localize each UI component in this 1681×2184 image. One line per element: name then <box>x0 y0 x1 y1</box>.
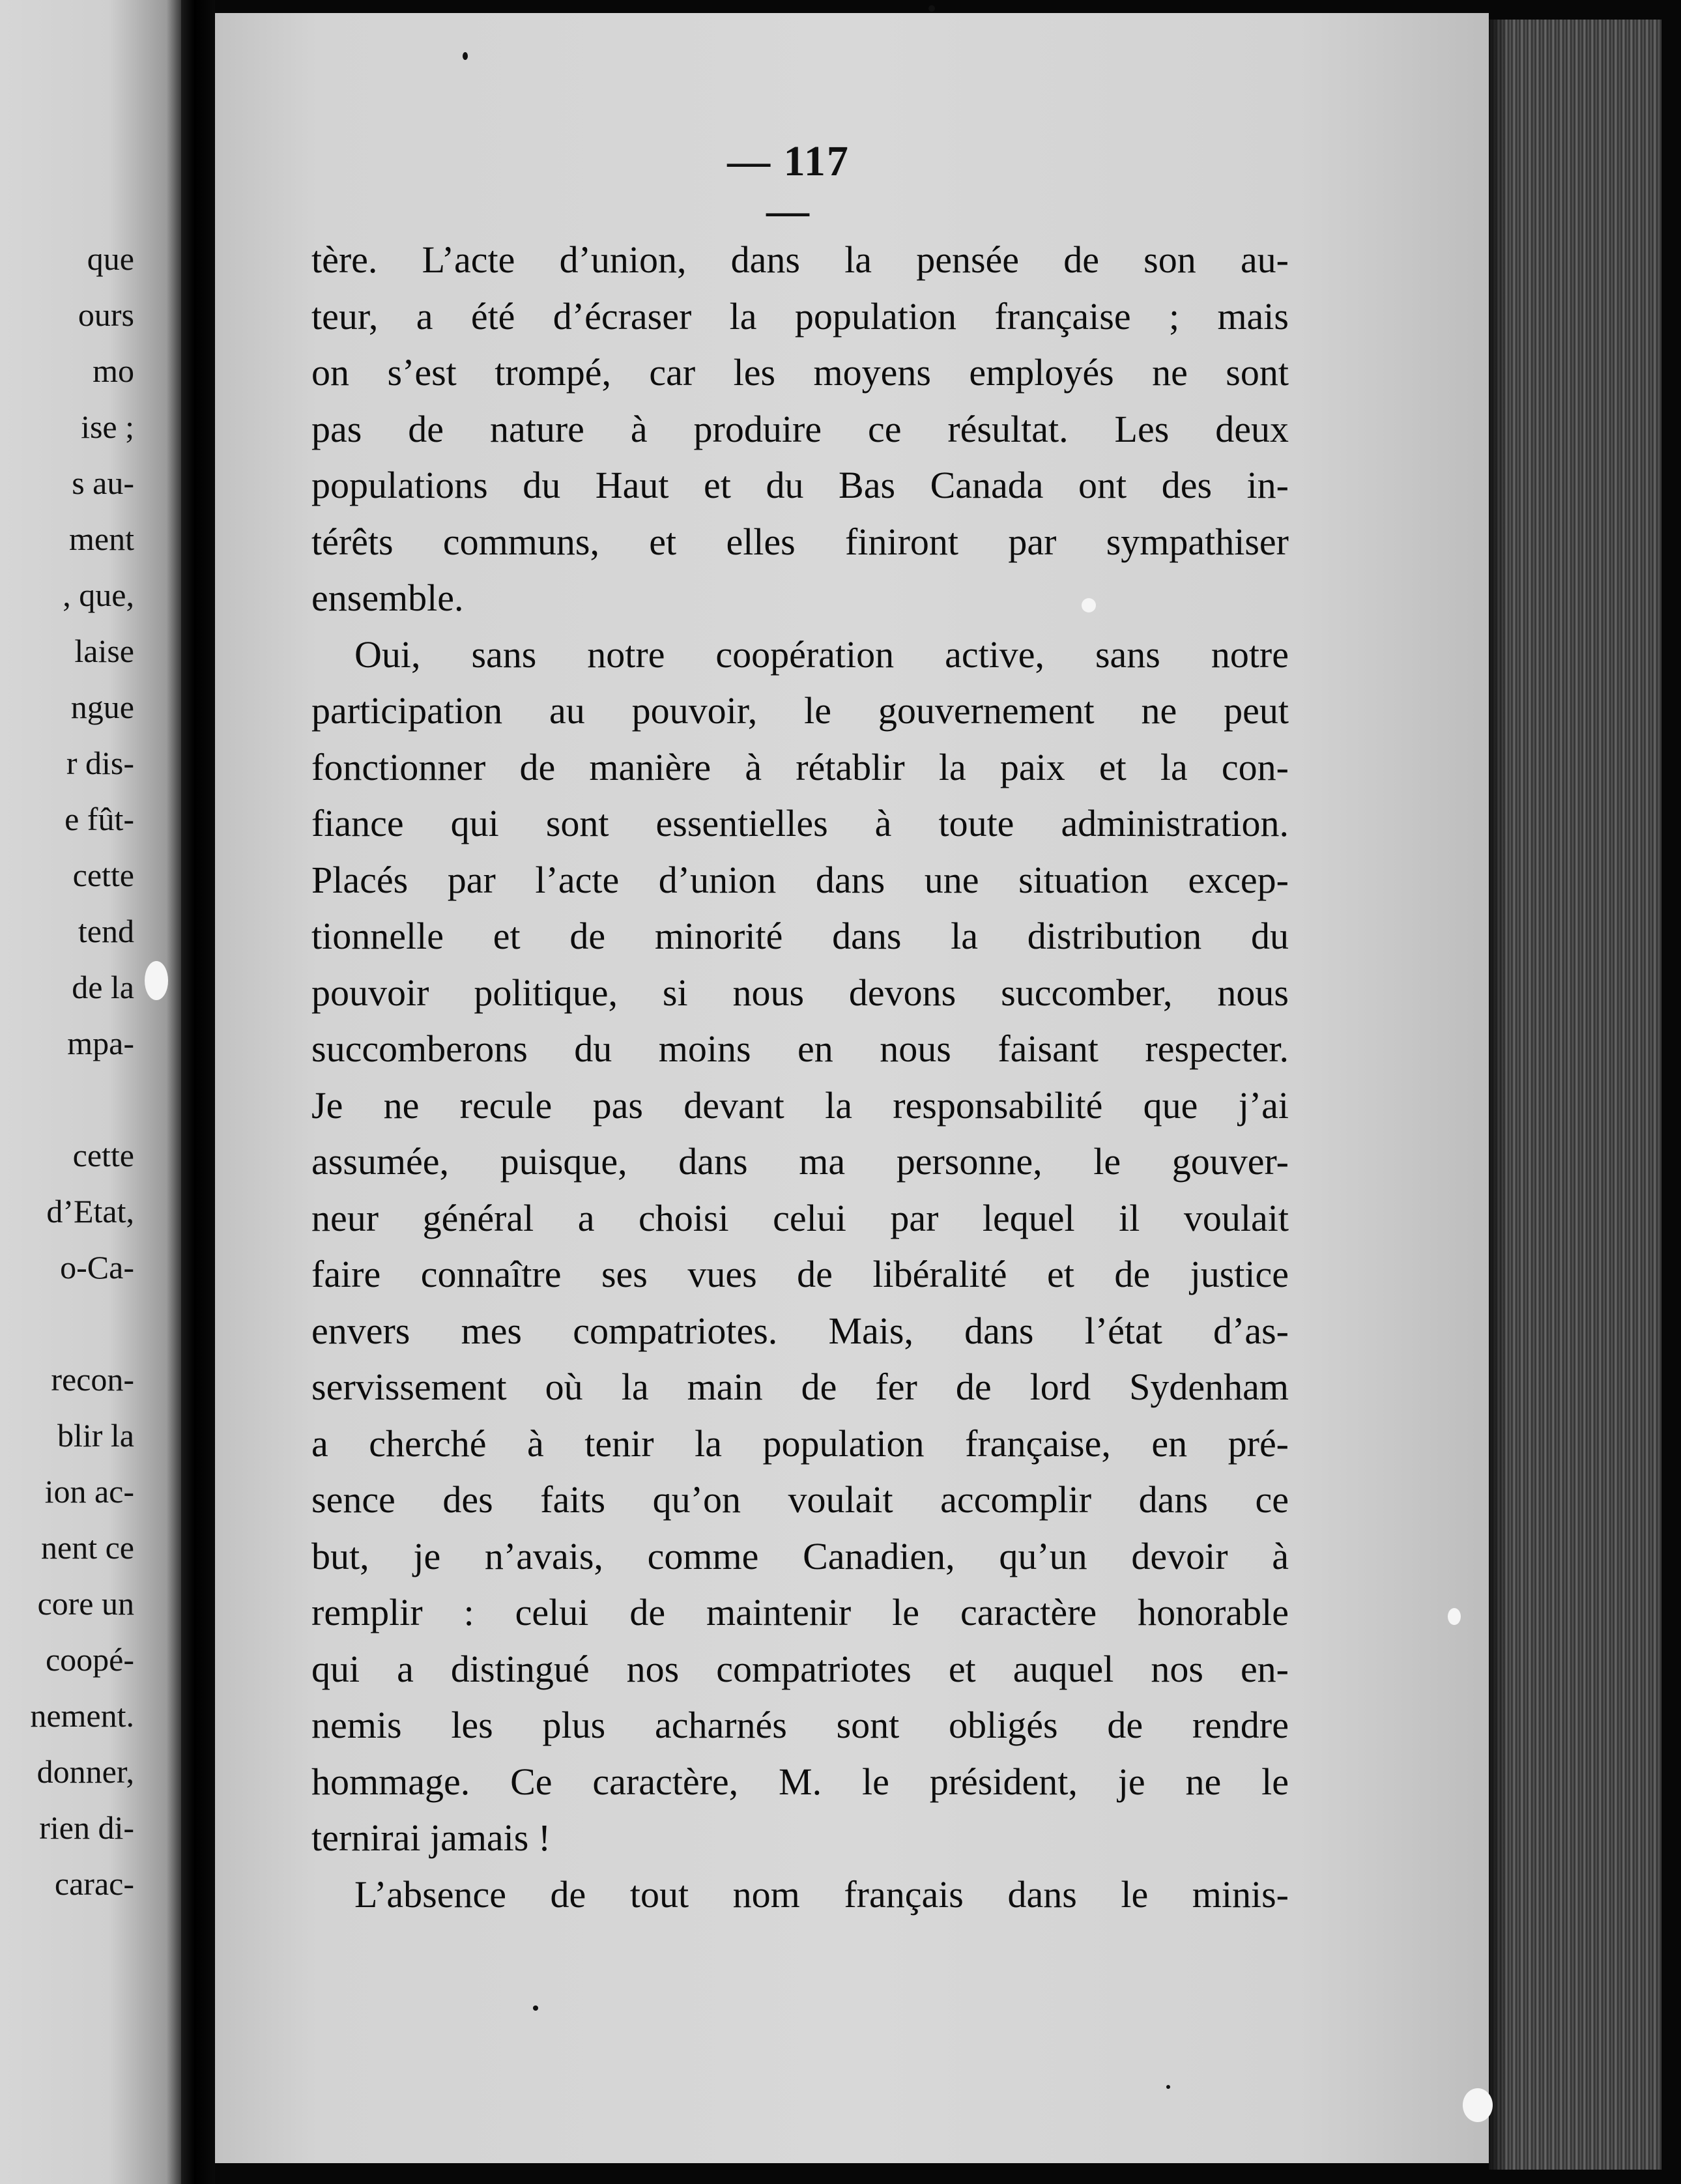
fragment-line: mpa- <box>67 1025 134 1061</box>
text-line: on s’est trompé, car les moyens employés ne sont <box>311 351 1289 394</box>
text-line: hommage. Ce caractère, M. le président, je ne le <box>311 1760 1289 1803</box>
text-line: but, je n’avais, comme Canadien, qu’un devoir à <box>311 1534 1289 1577</box>
fragment-line: recon- <box>51 1361 134 1398</box>
dust-speck <box>463 52 468 60</box>
fragment-line: core un <box>37 1585 134 1622</box>
text-line: térêts communs, et elles finiront par sympathiser <box>311 520 1289 563</box>
blank-line <box>30 1295 134 1351</box>
fragment-line: tend <box>78 913 134 949</box>
text-line: tionnelle et de minorité dans la distribution du <box>311 915 1289 957</box>
fragment-line: ion ac- <box>44 1473 134 1510</box>
fragment-line: ise ; <box>81 409 134 445</box>
fragment-line: blir la <box>57 1417 134 1454</box>
fragment-line: o-Ca- <box>60 1249 134 1286</box>
blank-line <box>30 1071 134 1127</box>
fragment-line: , que, <box>63 577 134 613</box>
text-line: teur, a été d’écraser la population française ; mais <box>311 295 1289 338</box>
text-line: qui a distingué nos compatriotes et auquel nos en- <box>311 1647 1289 1690</box>
fragment-line: que <box>87 240 134 277</box>
text-line: neur général a choisi celui par lequel il voulait <box>311 1196 1289 1239</box>
text-line: fiance qui sont essentielles à toute administration. <box>311 802 1289 844</box>
fragment-line: coopé- <box>45 1641 134 1678</box>
text-line: succomberons du moins en nous faisant respecter. <box>311 1027 1289 1070</box>
dust-speck <box>1166 2085 1170 2089</box>
text-line: nemis les plus acharnés sont obligés de rendre <box>311 1704 1289 1746</box>
text-line: participation au pouvoir, le gouvernement ne peut <box>311 689 1289 732</box>
page-number: — 117 — <box>727 137 850 235</box>
paper-blemish <box>145 961 168 1000</box>
text-line: ensemble. <box>311 577 464 619</box>
fragment-line: cette <box>72 857 134 893</box>
text-line: Je ne recule pas devant la responsabilité que j’ai <box>311 1084 1289 1127</box>
paper-blemish <box>1463 2088 1493 2122</box>
text-line: Oui, sans notre coopération active, sans notre <box>354 633 1289 676</box>
page-body-text <box>311 232 1289 1923</box>
fragment-line: donner, <box>36 1753 134 1790</box>
previous-page-fragment <box>0 0 181 2184</box>
text-line: assumée, puisque, dans ma personne, le gouver- <box>311 1140 1289 1183</box>
fragment-line: d’Etat, <box>46 1193 134 1229</box>
text-line: sence des faits qu’on voulait accomplir dans ce <box>311 1478 1289 1521</box>
text-line: remplir : celui de maintenir le caractère honorable <box>311 1591 1289 1633</box>
fragment-line: laise <box>74 633 134 669</box>
text-line: Placés par l’acte d’union dans une situation excep- <box>311 858 1289 901</box>
fragment-line: ment <box>69 521 134 557</box>
fragment-line: nement. <box>30 1697 134 1734</box>
text-line: pas de nature à produire ce résultat. Les deux <box>311 407 1289 450</box>
fragment-line: mo <box>93 352 134 389</box>
text-line: fonctionner de manière à rétablir la paix et la con- <box>311 745 1289 788</box>
text-line: populations du Haut et du Bas Canada ont des in- <box>311 464 1289 506</box>
text-line: servissement où la main de fer de lord Sydenham <box>311 1366 1289 1408</box>
fragment-line: ngue <box>70 689 134 725</box>
dust-speck <box>533 2005 538 2011</box>
previous-page-text <box>30 231 134 1912</box>
fragment-line: r dis- <box>66 745 134 781</box>
page-edge-shadow <box>1489 20 1508 2170</box>
paper-blemish <box>1082 598 1096 612</box>
text-line: ternirai jamais ! <box>311 1817 551 1859</box>
text-line: tère. L’acte d’union, dans la pensée de son au- <box>311 238 1289 281</box>
book-gutter <box>181 0 215 2184</box>
page-edges <box>1489 20 1661 2170</box>
text-line: pouvoir politique, si nous devons succomber, nous <box>311 971 1289 1014</box>
fragment-line: nent ce <box>41 1529 134 1566</box>
fragment-line: s au- <box>72 465 134 501</box>
text-line: a cherché à tenir la population française, en pré- <box>311 1422 1289 1465</box>
text-line: faire connaître ses vues de libéralité et de justice <box>311 1253 1289 1295</box>
text-line: envers mes compatriotes. Mais, dans l’état d’as- <box>311 1309 1289 1352</box>
text-line: L’absence de tout nom français dans le minis- <box>354 1873 1289 1916</box>
fragment-line: rien di- <box>39 1809 134 1846</box>
fragment-line: carac- <box>54 1865 134 1902</box>
fragment-line: ours <box>78 296 134 333</box>
fragment-line: de la <box>72 969 134 1005</box>
dust-speck <box>928 5 935 12</box>
fragment-line: cette <box>72 1137 134 1173</box>
fragment-line: e fût- <box>65 801 134 837</box>
paper-blemish <box>1448 1608 1461 1625</box>
